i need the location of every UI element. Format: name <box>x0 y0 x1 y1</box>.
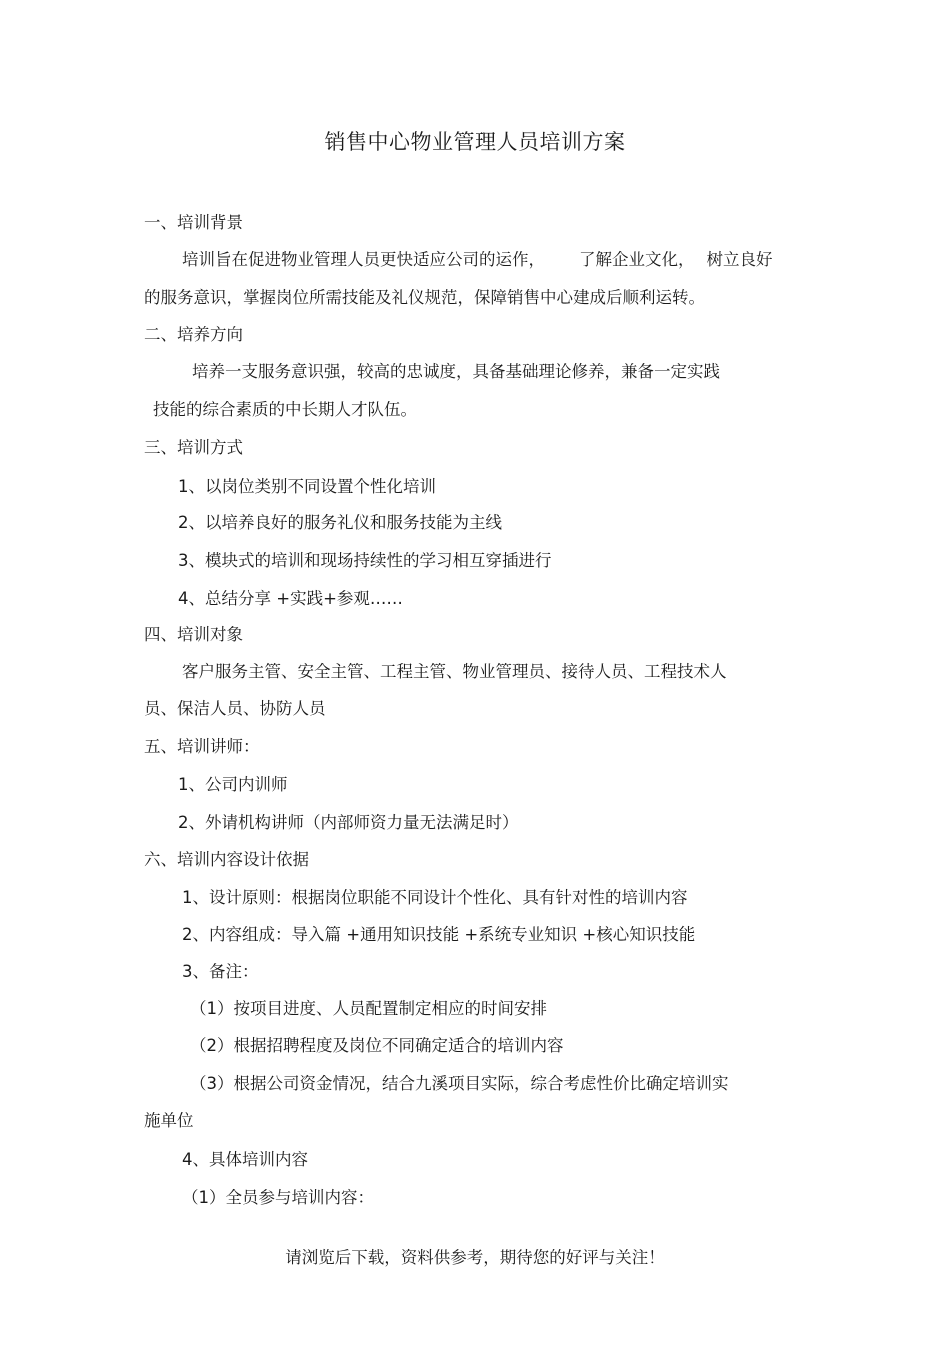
paragraph-audience-line1: 客户服务主管、安全主管、工程主管、物业管理员、接待人员、工程技术人 <box>182 662 727 681</box>
list-item: 4、具体培训内容 <box>182 1150 308 1169</box>
text-fragment: 树立良好 <box>706 250 773 269</box>
paragraph-background-line2: 的服务意识，掌握岗位所需技能及礼仪规范，保障销售中心建成后顺利运转。 <box>144 288 705 307</box>
paragraph-direction-line2: 技能的综合素质的中长期人才队伍。 <box>153 400 417 419</box>
list-item: 2、外请机构讲师（内部师资力量无法满足时） <box>178 813 519 832</box>
page-title: 销售中心物业管理人员培训方案 <box>324 130 626 154</box>
paragraph-background-line1 <box>182 248 773 272</box>
note-item: （2）根据招聘程度及岗位不同确定适合的培训内容 <box>190 1036 564 1055</box>
list-item: 2、内容组成：导入篇 +通用知识技能 +系统专业知识 +核心知识技能 <box>182 925 696 944</box>
list-item: 3、模块式的培训和现场持续性的学习相互穿插进行 <box>178 551 552 570</box>
list-item: 1、公司内训师 <box>178 775 288 794</box>
section-heading-trainers: 五、培训讲师： <box>144 737 260 756</box>
list-item: 4、总结分享 +实践+参观…… <box>178 589 403 608</box>
section-heading-method: 三、培训方式 <box>144 438 243 457</box>
section-heading-content-basis: 六、培训内容设计依据 <box>144 850 309 869</box>
text-fragment: 培训旨在促进物业管理人员更快适应公司的运作， <box>182 250 545 269</box>
list-item: 1、设计原则：根据岗位职能不同设计个性化、具有针对性的培训内容 <box>182 888 688 907</box>
list-item: 1、以岗位类别不同设置个性化培训 <box>178 477 436 496</box>
list-item: 3、备注： <box>182 962 259 981</box>
note-item-continuation: 施单位 <box>144 1111 194 1130</box>
note-item: （3）根据公司资金情况，结合九溪项目实际，综合考虑性价比确定培训实 <box>190 1074 729 1093</box>
list-item: 2、以培养良好的服务礼仪和服务技能为主线 <box>178 513 502 532</box>
sub-item: （1）全员参与培训内容： <box>182 1188 374 1207</box>
footer-note: 请浏览后下载，资料供参考，期待您的好评与关注！ <box>285 1248 665 1267</box>
paragraph-audience-line2: 员、保洁人员、协防人员 <box>144 699 326 718</box>
note-item: （1）按项目进度、人员配置制定相应的时间安排 <box>190 999 547 1018</box>
section-heading-background: 一、培训背景 <box>144 213 243 232</box>
paragraph-direction-line1: 培养一支服务意识强，较高的忠诚度，具备基础理论修养，兼备一定实践 <box>192 362 720 381</box>
text-fragment: 了解企业文化， <box>579 250 695 269</box>
section-heading-audience: 四、培训对象 <box>144 625 243 644</box>
section-heading-direction: 二、培养方向 <box>144 325 243 344</box>
